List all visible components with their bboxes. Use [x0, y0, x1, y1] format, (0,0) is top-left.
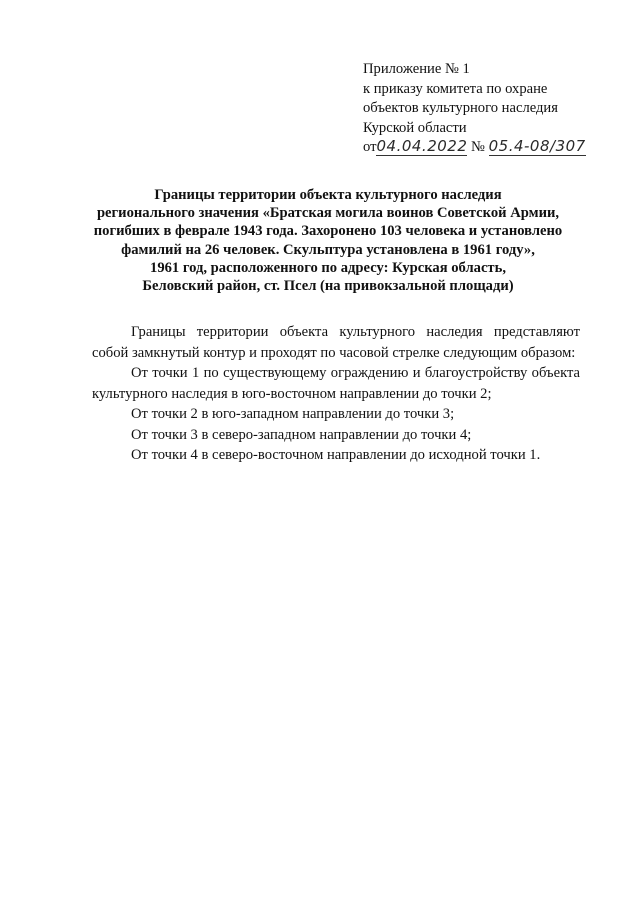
point-4-paragraph: От точки 4 в северо-восточном направлении до исходной точки 1. — [131, 447, 541, 463]
title-line: Беловский район, ст. Псел (на привокзальной площади) — [142, 278, 514, 295]
title-line: регионального значения «Братская могила воинов Советской Армии, — [96, 205, 560, 222]
title-line: погибших в феврале 1943 года. Захоронено 103 человека и установлено — [93, 223, 563, 240]
number-prefix: № — [471, 139, 485, 156]
appendix-number: Приложение № 1 — [363, 61, 470, 77]
intro-paragraph: Границы территории объекта культурного наследия представляют собой замкнутый контур и проходят по часовой стрелке следующим образом: — [92, 324, 580, 361]
document-body — [92, 322, 580, 466]
appendix-header — [363, 60, 633, 158]
point-2-paragraph: От точки 2 в юго-западном направлении до точки 3; — [131, 406, 455, 422]
appendix-region: Курской области — [363, 119, 467, 136]
document-title — [70, 186, 586, 295]
point-3-paragraph: От точки 3 в северо-западном направлении до точки 4; — [131, 426, 472, 443]
handwritten-date: 04.04.2022 — [376, 137, 468, 156]
point-1-paragraph: От точки 1 по существующему ограждению и благоустройству объекта культурного наследия в юго-восточном направлении до точки 2; — [92, 365, 580, 402]
appendix-committee: объектов культурного наследия — [363, 100, 558, 117]
appendix-date-line — [363, 138, 633, 158]
title-line: фамилий на 26 человек. Скульптура установлена в 1961 году», — [121, 241, 535, 258]
date-prefix: от — [363, 139, 377, 156]
title-line: Границы территории объекта культурного наследия — [154, 187, 502, 203]
title-line: 1961 год, расположенного по адресу: Курская область, — [150, 259, 506, 276]
handwritten-order-number: 05.4-08/307 — [488, 137, 586, 156]
appendix-order-ref: к приказу комитета по охране — [363, 80, 548, 97]
